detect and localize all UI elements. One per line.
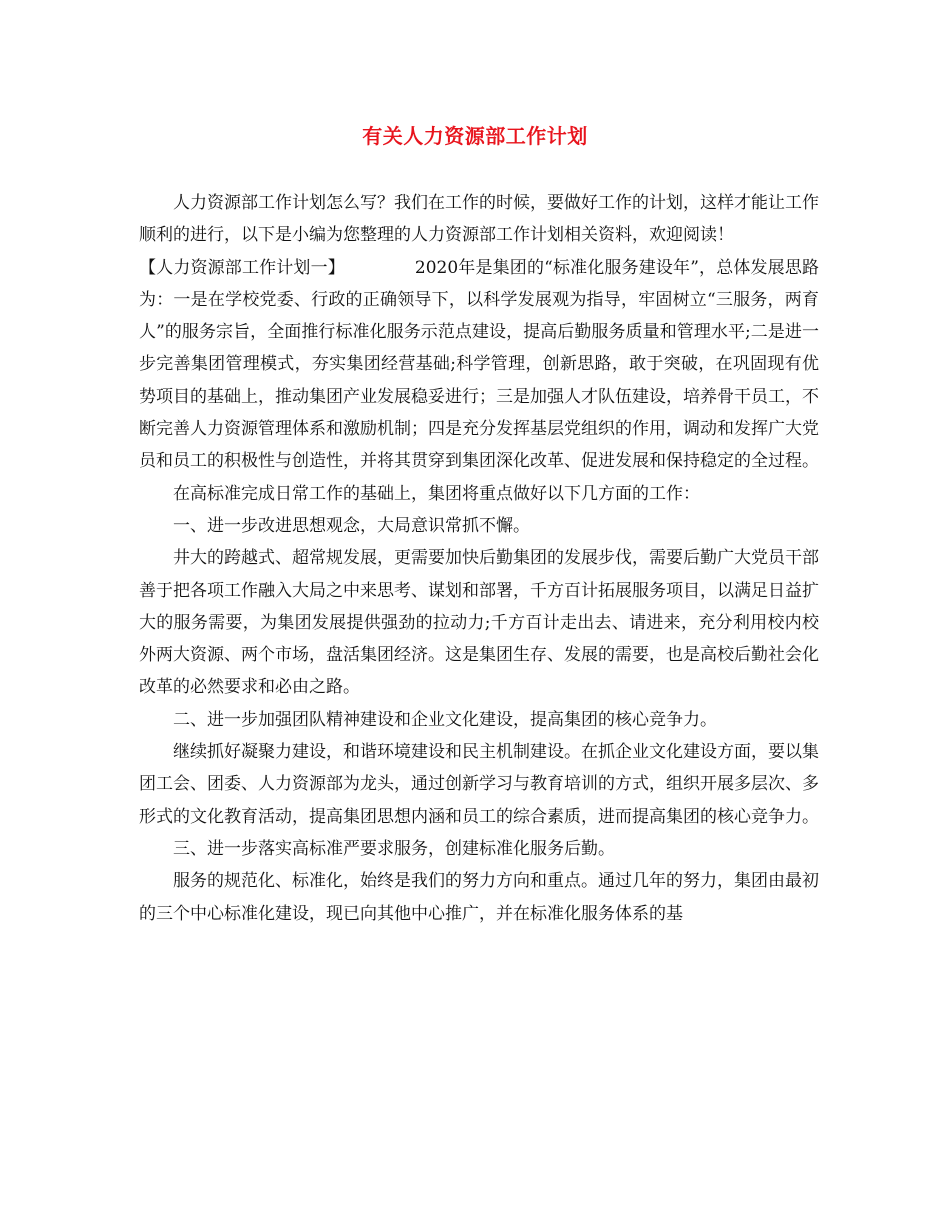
document-body	[139, 187, 819, 930]
intro-paragraph: 人力资源部工作计划怎么写？我们在工作的时候，要做好工作的计划，这样才能让工作顺利的进行，以下是小编为您整理的人力资源部工作计划相关资料，欢迎阅读！	[139, 193, 819, 246]
focus-intro-paragraph: 在高标准完成日常工作的基础上，集团将重点做好以下几方面的工作：	[173, 483, 700, 504]
section1-body: 井大的跨越式、超常规发展，更需要加快后勤集团的发展步伐，需要后勤广大党员干部善于把各项工作融入大局之中来思考、谋划和部署，千方百计拓展服务项目，以满足日益扩大的服务需要，为集团发展提供强劲的拉动力;千方百计走出去、请进来，充分利用校内校外两大资源、两个市场，盘活集团经济。这是集团生存、发展的需要，也是高校后勤社会化改革的必然要求和必由之路。	[139, 548, 819, 698]
plan1-text: 2020年是集团的“标准化服务建设年”，总体发展思路为：一是在学校党委、行政的正确领导下，以科学发展观为指导，牢固树立“三服务，两育人”的服务宗旨，全面推行标准化服务示范点建设，提高后勤服务质量和管理水平;二是进一步完善集团管理模式，夯实集团经营基础;科学管理，创新思路，敢于突破，在巩固现有优势项目的基础上，推动集团产业发展稳妥进行；三是加强人才队伍建设，培养骨干员工，不断完善人力资源管理体系和激励机制；四是充分发挥基层党组织的作用，调动和发挥广大党员和员工的积极性与创造性，并将其贯穿到集团深化改革、促进发展和保持稳定的全过程。	[139, 257, 819, 472]
section3-heading: 三、进一步落实高标准严要求服务，创建标准化服务后勤。	[173, 838, 615, 859]
plan1-paragraph	[139, 252, 819, 478]
section2-body: 继续抓好凝聚力建设，和谐环境建设和民主机制建设。在抓企业文化建设方面，要以集团工会、团委、人力资源部为龙头，通过创新学习与教育培训的方式，组织开展多层次、多形式的文化教育活动，提高集团思想内涵和员工的综合素质，进而提高集团的核心竞争力。	[139, 742, 819, 827]
plan1-label: 【人力资源部工作计划一】	[139, 257, 345, 278]
section1-heading: 一、进一步改进思想观念，大局意识常抓不懈。	[173, 515, 530, 536]
section3-body: 服务的规范化、标准化，始终是我们的努力方向和重点。通过几年的努力，集团由最初的三个中心标准化建设，现已向其他中心推广，并在标准化服务体系的基	[139, 871, 819, 924]
section2-heading: 二、进一步加强团队精神建设和企业文化建设，提高集团的核心竞争力。	[173, 709, 717, 730]
document-title: 有关人力资源部工作计划	[362, 124, 588, 148]
